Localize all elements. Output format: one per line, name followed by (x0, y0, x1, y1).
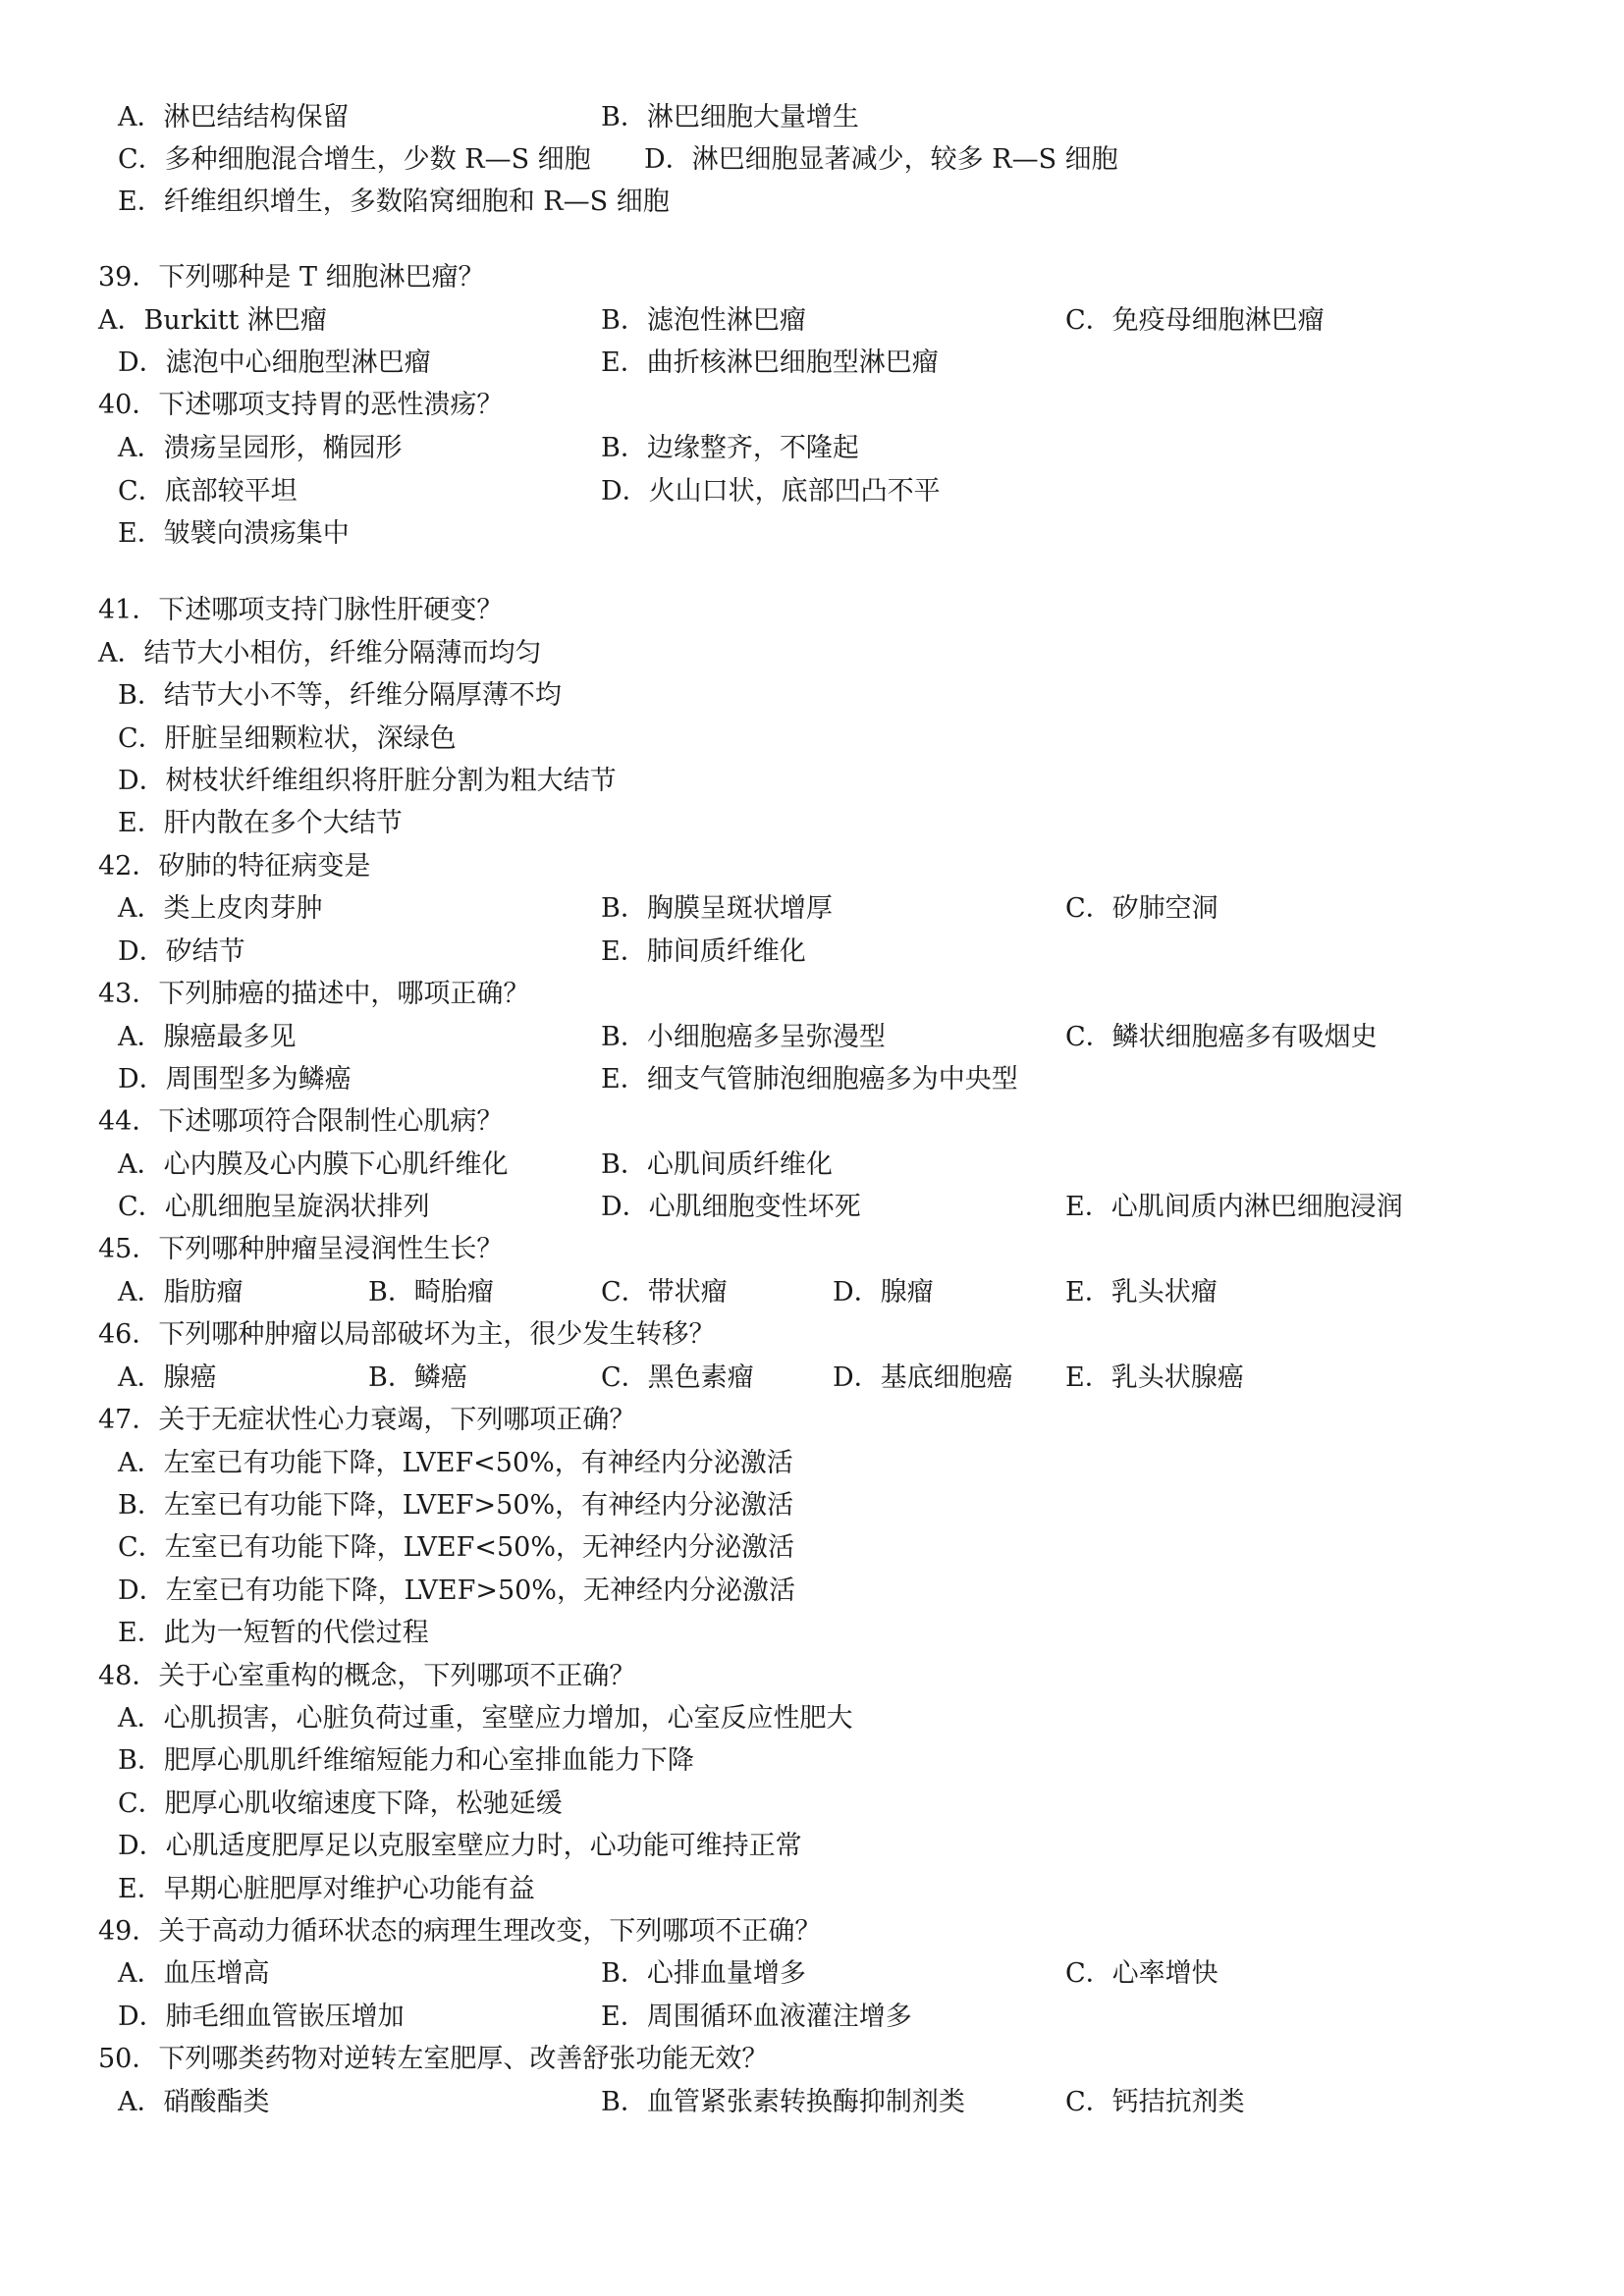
question-stem: 47．关于无症状性心力衰竭，下列哪项正确？ (98, 1405, 636, 1435)
option-c: C．左室已有功能下降，LVEF<50%，无神经内分泌激活 (118, 1532, 794, 1563)
option-e: E．纤维组织增生，多数陷窝细胞和 R—S 细胞 (118, 187, 670, 217)
option-row (118, 1357, 1542, 1400)
option-c: C．黑色素瘤 (601, 1362, 754, 1393)
option-a: A．腺癌 (118, 1362, 217, 1393)
option-a: A．左室已有功能下降，LVEF<50%，有神经内分泌激活 (118, 1448, 793, 1478)
option-e: E．心肌间质内淋巴细胞浸润 (1065, 1192, 1403, 1222)
question-stem: 41．下述哪项支持门脉性肝硬变？ (98, 595, 504, 625)
option-e: E．早期心脏肥厚对维护心功能有益 (118, 1874, 535, 1904)
option-c: C．多种细胞混合增生，少数 R—S 细胞 (118, 144, 591, 175)
option-c: C．心肌细胞呈旋涡状排列 (118, 1192, 430, 1222)
question-stem: 40．下述哪项支持胃的恶性溃疡？ (98, 390, 504, 420)
option-b: B．鳞癌 (368, 1362, 467, 1393)
option-row (118, 1996, 1542, 2039)
option-a: A．Burkitt 淋巴瘤 (98, 305, 327, 336)
option-e: E．肝内散在多个大结节 (118, 808, 403, 838)
option-c: C．心率增快 (1065, 1958, 1218, 1989)
option-a: A．结节大小相仿，纤维分隔薄而均匀 (98, 638, 542, 668)
option-c: C．鳞状细胞癌多有吸烟史 (1065, 1022, 1378, 1052)
option-d: D．淋巴细胞显著减少，较多 R—S 细胞 (644, 144, 1118, 175)
option-b: B．边缘整齐，不隆起 (601, 433, 859, 463)
option-e: E．曲折核淋巴细胞型淋巴瘤 (601, 347, 939, 378)
option-d: D．周围型多为鳞癌 (118, 1064, 352, 1095)
question-stem: 50．下列哪类药物对逆转左室肥厚、改善舒张功能无效？ (98, 2044, 769, 2074)
question-stem: 44．下述哪项符合限制性心肌病？ (98, 1106, 504, 1137)
option-row (118, 1058, 1542, 1101)
option-d: D．肺毛细血管嵌压增加 (118, 2002, 405, 2032)
option-a: A．硝酸酯类 (118, 2087, 270, 2117)
option-row (118, 931, 1542, 974)
option-e: E．细支气管肺泡细胞癌多为中央型 (601, 1064, 1018, 1095)
question-stem: 42．矽肺的特征病变是 (98, 851, 371, 881)
option-row (118, 1144, 1542, 1187)
option-row (118, 1271, 1542, 1314)
option-d: D．滤泡中心细胞型淋巴瘤 (118, 347, 431, 378)
q38-option-row (118, 96, 1542, 139)
option-a: A．类上皮肉芽肿 (118, 893, 323, 924)
option-d: D．火山口状，底部凹凸不平 (601, 476, 941, 507)
option-a: A．心内膜及心内膜下心肌纤维化 (118, 1149, 509, 1180)
option-b: B．左室已有功能下降，LVEF>50%，有神经内分泌激活 (118, 1490, 794, 1521)
option-row (118, 342, 1542, 385)
q38-option-row (118, 181, 1542, 224)
question-stem: 46．下列哪种肿瘤以局部破坏为主，很少发生转移？ (98, 1319, 716, 1350)
option-d: D．矽结节 (118, 936, 245, 967)
option-row (118, 887, 1542, 931)
option-row (118, 1016, 1542, 1059)
option-d: D．树枝状纤维组织将肝脏分割为粗大结节 (118, 766, 617, 796)
option-d: D．左室已有功能下降，LVEF>50%，无神经内分泌激活 (118, 1575, 795, 1606)
option-c: C．带状瘤 (601, 1277, 728, 1308)
option-b: B．血管紧张素转换酶抑制剂类 (601, 2087, 965, 2117)
option-a: A．血压增高 (118, 1958, 270, 1989)
option-c: C．钙拮抗剂类 (1065, 2087, 1245, 2117)
option-row (118, 427, 1542, 470)
option-c: C．肥厚心肌收缩速度下降，松驰延缓 (118, 1789, 563, 1819)
option-d: D．基底细胞癌 (833, 1362, 1013, 1393)
option-e: E．乳头状腺癌 (1065, 1362, 1244, 1393)
option-b: B．小细胞癌多呈弥漫型 (601, 1022, 886, 1052)
option-a: A．淋巴结结构保留 (118, 102, 350, 133)
option-c: C．矽肺空洞 (1065, 893, 1218, 924)
option-a: A．脂肪瘤 (118, 1277, 244, 1308)
option-e: E．周围循环血液灌注增多 (601, 2002, 912, 2032)
option-b: B．淋巴细胞大量增生 (601, 102, 859, 133)
option-d: D．心肌细胞变性坏死 (601, 1192, 861, 1222)
q38-option-row (118, 138, 1542, 182)
option-b: B．心肌间质纤维化 (601, 1149, 833, 1180)
option-row (118, 470, 1542, 513)
option-d: D．心肌适度肥厚足以克服室壁应力时，心功能可维持正常 (118, 1831, 802, 1861)
question-stem: 43．下列肺癌的描述中，哪项正确？ (98, 979, 530, 1009)
option-row (118, 1952, 1542, 1996)
option-a: A．心肌损害，心脏负荷过重，室壁应力增加，心室反应性肥大 (118, 1703, 853, 1734)
question-stem: 49．关于高动力循环状态的病理生理改变，下列哪项不正确？ (98, 1916, 822, 1947)
question-stem: 45．下列哪种肿瘤呈浸润性生长？ (98, 1234, 504, 1264)
option-b: B．结节大小不等，纤维分隔厚薄不均 (118, 680, 562, 711)
option-e: E．肺间质纤维化 (601, 936, 806, 967)
question-stem: 39．下列哪种是 T 细胞淋巴瘤？ (98, 262, 485, 293)
option-c: C．底部较平坦 (118, 476, 298, 507)
option-row (118, 1186, 1542, 1229)
option-b: B．肥厚心肌肌纤维缩短能力和心室排血能力下降 (118, 1745, 694, 1776)
option-a: A．腺癌最多见 (118, 1022, 297, 1052)
option-c: C．肝脏呈细颗粒状，深绿色 (118, 723, 457, 754)
option-row (98, 299, 1532, 343)
option-row (118, 2081, 1542, 2124)
question-stem: 48．关于心室重构的概念，下列哪项不正确？ (98, 1661, 636, 1691)
option-e: E．乳头状瘤 (1065, 1277, 1218, 1308)
option-b: B．滤泡性淋巴瘤 (601, 305, 806, 336)
option-b: B．畸胎瘤 (368, 1277, 494, 1308)
option-c: C．免疫母细胞淋巴瘤 (1065, 305, 1325, 336)
option-e: E．皱襞向溃疡集中 (118, 518, 350, 549)
option-a: A．溃疡呈园形，椭园形 (118, 433, 403, 463)
option-d: D．腺瘤 (833, 1277, 934, 1308)
option-e: E．此为一短暂的代偿过程 (118, 1618, 429, 1648)
option-b: B．胸膜呈斑状增厚 (601, 893, 833, 924)
option-b: B．心排血量增多 (601, 1958, 806, 1989)
